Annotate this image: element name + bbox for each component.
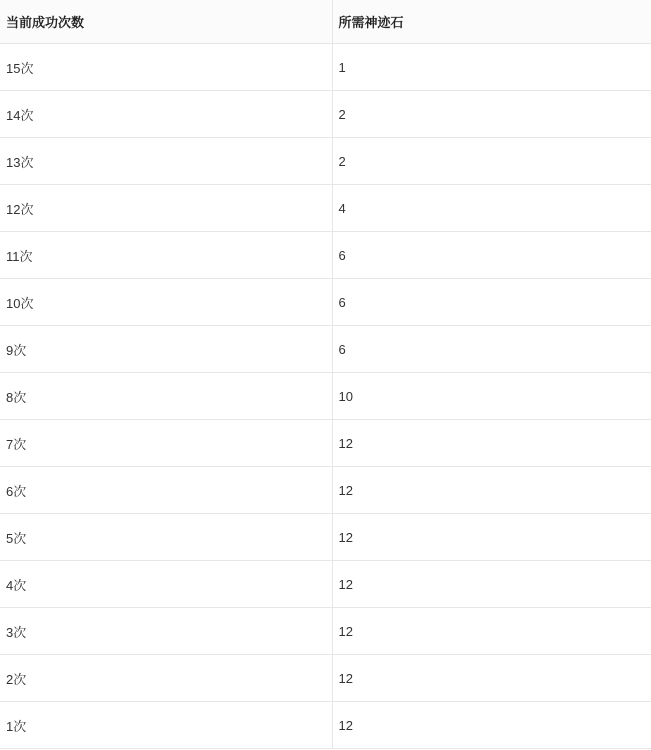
cell-current-success-count: 14次 [0, 91, 332, 138]
table-body [0, 44, 651, 749]
table-row [0, 467, 651, 514]
cell-current-success-count: 2次 [0, 655, 332, 702]
cell-required-miracle-stone: 6 [332, 232, 651, 279]
cell-required-miracle-stone: 1 [332, 44, 651, 91]
cell-required-miracle-stone: 2 [332, 138, 651, 185]
table-row [0, 91, 651, 138]
cell-current-success-count: 1次 [0, 702, 332, 749]
cell-current-success-count: 6次 [0, 467, 332, 514]
cell-current-success-count: 9次 [0, 326, 332, 373]
cell-current-success-count: 3次 [0, 608, 332, 655]
cell-required-miracle-stone: 12 [332, 514, 651, 561]
cell-current-success-count: 4次 [0, 561, 332, 608]
table-row [0, 702, 651, 749]
table-row [0, 420, 651, 467]
cell-current-success-count: 7次 [0, 420, 332, 467]
table-row [0, 373, 651, 420]
cell-required-miracle-stone: 12 [332, 467, 651, 514]
cell-required-miracle-stone: 10 [332, 373, 651, 420]
table-header-row [0, 0, 651, 44]
table-row [0, 608, 651, 655]
table-row [0, 232, 651, 279]
cell-required-miracle-stone: 12 [332, 420, 651, 467]
column-header-required-miracle-stone: 所需神迹石 [332, 0, 651, 44]
table-row [0, 279, 651, 326]
cell-required-miracle-stone: 2 [332, 91, 651, 138]
cell-current-success-count: 15次 [0, 44, 332, 91]
table-row [0, 655, 651, 702]
table-row [0, 514, 651, 561]
column-header-current-success-count: 当前成功次数 [0, 0, 332, 44]
cell-required-miracle-stone: 4 [332, 185, 651, 232]
cell-current-success-count: 13次 [0, 138, 332, 185]
table-header [0, 0, 651, 44]
cell-required-miracle-stone: 12 [332, 561, 651, 608]
cell-current-success-count: 5次 [0, 514, 332, 561]
cell-required-miracle-stone: 12 [332, 608, 651, 655]
cell-required-miracle-stone: 6 [332, 326, 651, 373]
table-row [0, 561, 651, 608]
table-row [0, 185, 651, 232]
table-row [0, 44, 651, 91]
cell-current-success-count: 12次 [0, 185, 332, 232]
cell-current-success-count: 8次 [0, 373, 332, 420]
table-row [0, 138, 651, 185]
cell-required-miracle-stone: 12 [332, 655, 651, 702]
cell-current-success-count: 11次 [0, 232, 332, 279]
table-row [0, 326, 651, 373]
cell-current-success-count: 10次 [0, 279, 332, 326]
cell-required-miracle-stone: 6 [332, 279, 651, 326]
cell-required-miracle-stone: 12 [332, 702, 651, 749]
